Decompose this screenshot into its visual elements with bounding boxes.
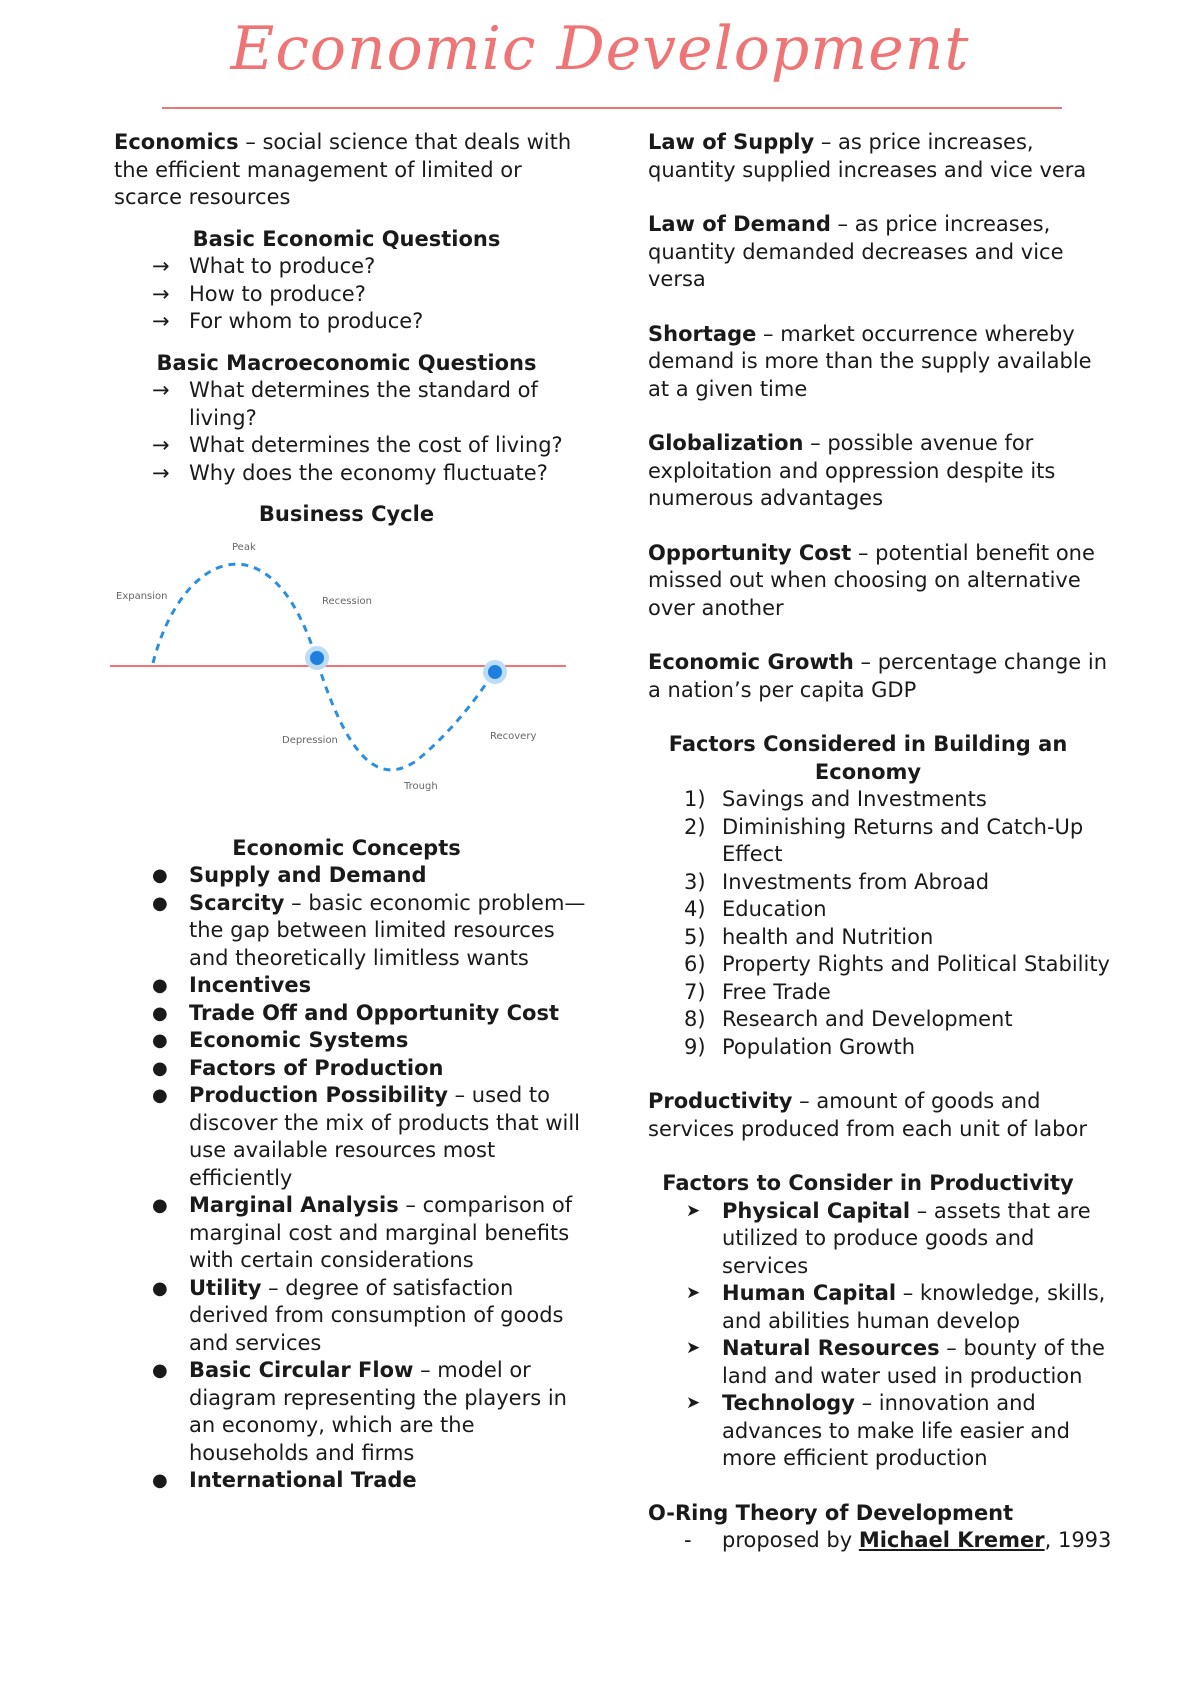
list-item: ● Trade Off and Opportunity Cost <box>114 1000 594 1028</box>
bullet-icon: ● <box>152 1360 168 1381</box>
list-item: ● International Trade <box>114 1467 594 1495</box>
list-item: ➤ Physical Capital – assets that are utilized to produce goods and services <box>686 1198 1091 1278</box>
list-item: 1) Savings and Investments <box>684 787 987 811</box>
business-cycle-diagram <box>106 533 586 813</box>
list-item: → For whom to produce? <box>114 308 594 336</box>
list-item: ● Marginal Analysis – comparison of marginal cost and marginal benefits with certain considerations <box>152 1193 573 1272</box>
economics-def: – social science that deals with the efficient management of limited or scarce resources <box>114 130 572 209</box>
label-recovery: Recovery <box>490 730 537 742</box>
label-trough: Trough <box>404 780 438 792</box>
list-item: - proposed by Michael Kremer, 1993 <box>648 1527 1118 1555</box>
page-title: Economic Development <box>230 14 970 84</box>
chevron-right-icon: ➤ <box>686 1338 701 1358</box>
list-item: ➤ Technology – innovation and advances to make life easier and more efficient production <box>686 1391 1070 1470</box>
macro-questions-list <box>114 377 594 487</box>
bullet-icon: ● <box>152 1470 168 1491</box>
economics-definition <box>114 129 594 212</box>
factors-productivity-list <box>648 1198 1118 1473</box>
list-item: ➤ Human Capital – knowledge, skills, and abilities human develop <box>686 1281 1106 1333</box>
list-item: 5) health and Nutrition <box>684 924 934 949</box>
bullet-icon: ● <box>152 1030 168 1051</box>
arrow-icon: → <box>152 254 170 278</box>
label-peak: Peak <box>232 541 256 553</box>
list-item: → Why does the economy fluctuate? <box>114 460 594 488</box>
list-item: ● Factors of Production <box>114 1055 594 1083</box>
list-item: ● Supply and Demand <box>114 862 594 890</box>
bullet-icon: ● <box>152 1277 168 1299</box>
bullet-icon: ● <box>152 865 168 886</box>
list-item: ● Incentives <box>114 972 594 1000</box>
list-item: → What to produce? <box>114 253 594 281</box>
bullet-icon: ● <box>152 1002 168 1024</box>
left-column <box>114 129 594 1495</box>
label-expansion: Expansion <box>116 590 168 602</box>
definition-shortage: Shortage – market occurrence whereby demand is more than the supply available at a given time <box>648 321 1092 401</box>
bullet-icon: ● <box>152 1057 168 1079</box>
arrow-icon: → <box>152 460 170 485</box>
chevron-right-icon: ➤ <box>686 1283 701 1303</box>
factors-productivity-heading: Factors to Consider in Productivity <box>662 1171 1074 1195</box>
label-depression: Depression <box>282 734 338 746</box>
definition-economic-growth: Economic Growth – percentage change in a nation’s per capita GDP <box>648 650 1108 702</box>
economics-term: Economics <box>114 130 239 154</box>
bullet-icon: ● <box>152 1085 168 1106</box>
list-item: ● Production Possibility – used to discover the mix of products that will use available resources most efficiently <box>152 1083 580 1190</box>
author-link[interactable]: Michael Kremer <box>858 1528 1045 1552</box>
basic-questions-heading: Basic Economic Questions <box>192 226 501 251</box>
dash-icon: - <box>684 1528 692 1552</box>
definition-productivity: Productivity – amount of goods and services produced from each unit of labor <box>648 1089 1087 1141</box>
bullet-icon: ● <box>152 975 168 996</box>
list-item: → What determines the standard of living? <box>152 378 538 430</box>
arrow-icon: → <box>152 433 170 457</box>
label-recession: Recession <box>322 595 372 607</box>
list-item: ● Utility – degree of satisfaction derived from consumption of goods and services <box>152 1275 564 1355</box>
chevron-right-icon: ➤ <box>686 1393 701 1413</box>
list-item: 7) Free Trade <box>684 979 831 1004</box>
list-item: 9) Population Growth <box>684 1034 916 1059</box>
business-cycle-heading: Business Cycle <box>258 502 435 526</box>
definition-opportunity-cost: Opportunity Cost – potential benefit one missed out when choosing on alternative over another <box>648 540 1095 620</box>
list-item: ● Scarcity – basic economic problem—the gap between limited resources and theoretically limitless wants <box>152 890 586 970</box>
list-item: 6) Property Rights and Political Stability <box>684 952 1110 976</box>
right-column <box>648 129 1118 1555</box>
list-item: 2) Diminishing Returns and Catch-Up Effect <box>684 814 1084 866</box>
economic-concepts-heading: Economic Concepts <box>232 835 461 860</box>
definition-law-of-supply: Law of Supply – as price increases, quantity supplied increases and vice vera <box>648 130 1087 182</box>
chevron-right-icon: ➤ <box>686 1200 701 1221</box>
list-item: ➤ Natural Resources – bounty of the land and water used in production <box>686 1336 1105 1388</box>
arrow-icon: → <box>152 281 170 306</box>
cycle-point <box>310 651 324 665</box>
list-item: ● Economic Systems <box>114 1027 594 1055</box>
list-item: → What determines the cost of living? <box>114 432 594 460</box>
list-item: 8) Research and Development <box>684 1007 1013 1031</box>
title-divider <box>162 107 1062 109</box>
bullet-icon: ● <box>152 892 168 914</box>
macro-questions-heading: Basic Macroeconomic Questions <box>156 350 537 375</box>
oring-theory-list <box>648 1527 1118 1555</box>
basic-questions-list <box>114 253 594 336</box>
factors-building-list <box>648 786 1118 1061</box>
list-item: 3) Investments from Abroad <box>684 869 990 894</box>
list-item: → How to produce? <box>114 281 594 309</box>
arrow-icon: → <box>152 309 170 333</box>
factors-building-heading: Factors Considered in Building an Economy <box>668 732 1068 784</box>
cycle-point <box>488 665 502 679</box>
list-item: ● Basic Circular Flow – model or diagram representing the players in an economy, which are the households and firms <box>152 1358 567 1465</box>
economic-concepts-list <box>114 862 594 1495</box>
bullet-icon: ● <box>152 1195 168 1216</box>
list-item: 4) Education <box>684 897 827 921</box>
arrow-icon: → <box>152 378 170 402</box>
definition-globalization: Globalization – possible avenue for exploitation and oppression despite its numerous advantages <box>648 431 1056 510</box>
oring-theory-heading: O-Ring Theory of Development <box>648 1500 1014 1525</box>
definition-law-of-demand: Law of Demand – as price increases, quantity demanded decreases and vice versa <box>648 212 1064 291</box>
